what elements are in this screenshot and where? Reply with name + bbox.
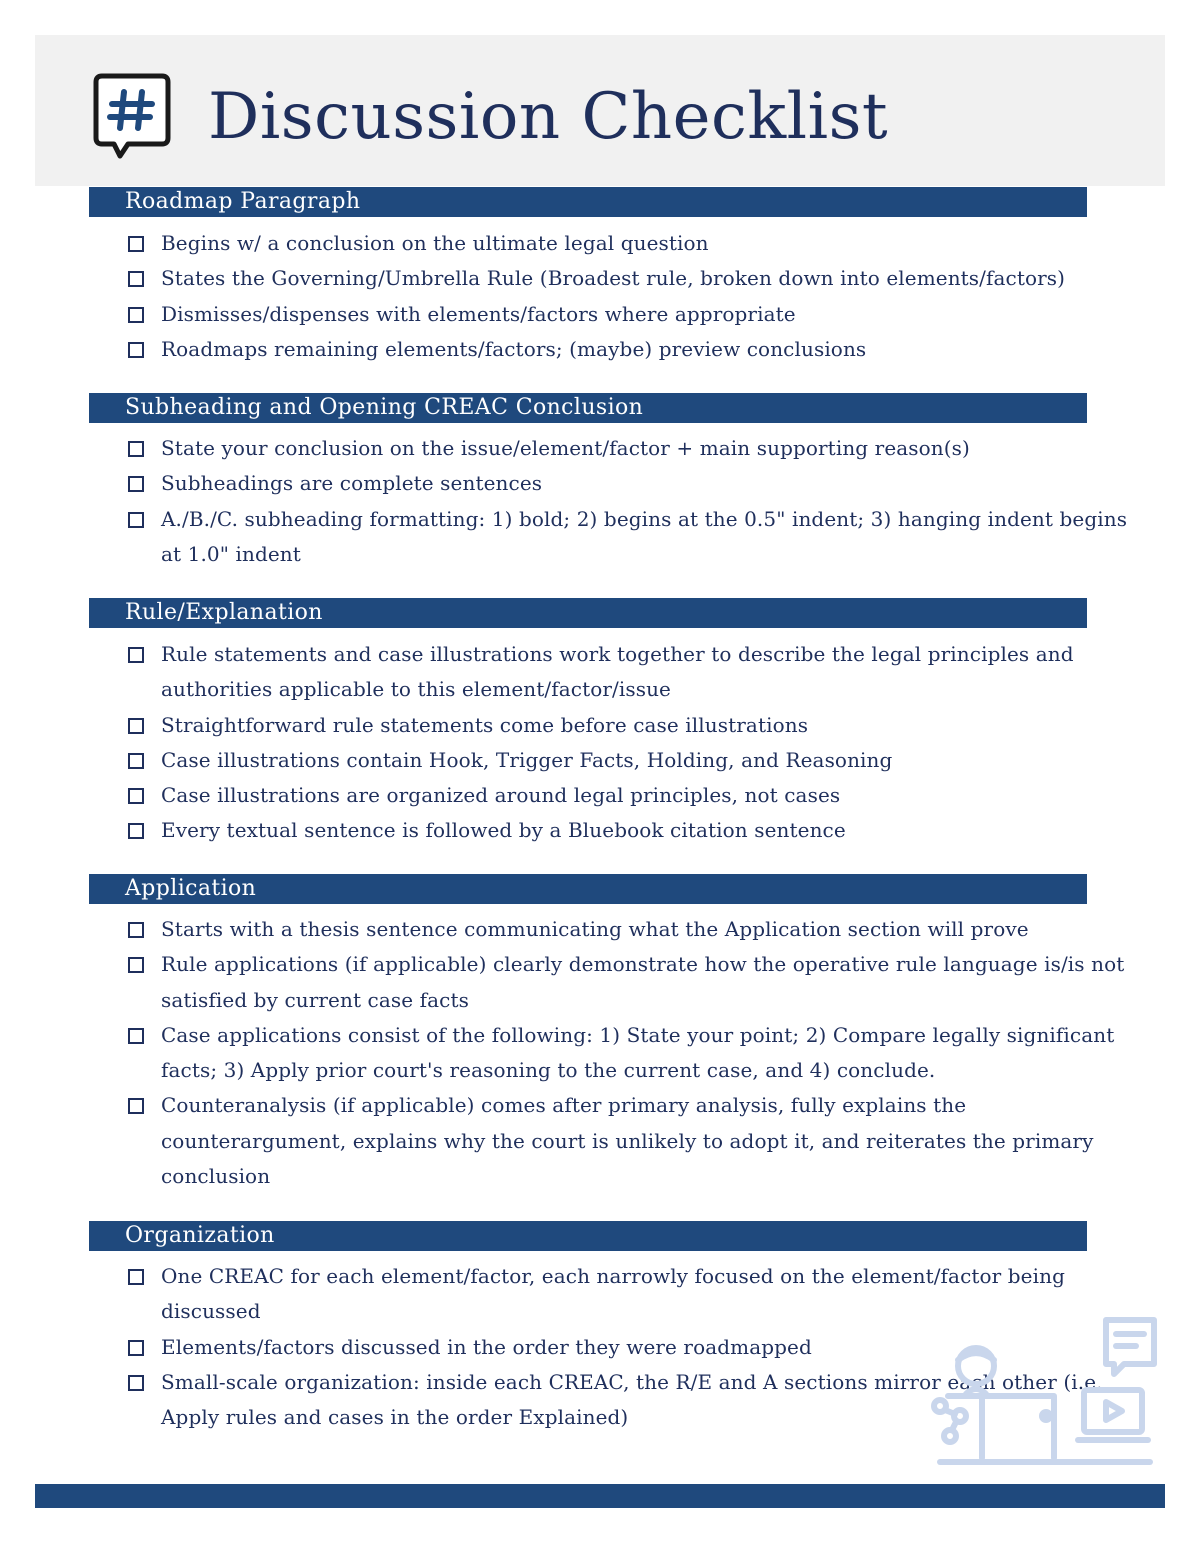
checkbox-icon[interactable] <box>128 441 144 457</box>
hashtag-chat-icon <box>92 72 172 162</box>
section-heading-application: Application <box>89 874 1087 904</box>
checkbox-icon[interactable] <box>128 1098 144 1114</box>
checkbox-icon[interactable] <box>128 1269 144 1285</box>
checklist-application <box>128 912 1138 1194</box>
checklist-item: State your conclusion on the issue/element/factor + main supporting reason(s) <box>128 431 1138 466</box>
checklist-item: Subheadings are complete sentences <box>128 466 1138 501</box>
section-heading-rule-explanation: Rule/Explanation <box>89 598 1087 628</box>
checkbox-icon[interactable] <box>128 1340 144 1356</box>
checkbox-icon[interactable] <box>128 476 144 492</box>
section-heading-organization: Organization <box>89 1221 1087 1251</box>
checklist-item: Elements/factors discussed in the order they were roadmapped <box>128 1330 1138 1365</box>
section-heading-subheading: Subheading and Opening CREAC Conclusion <box>89 393 1087 423</box>
checkbox-icon[interactable] <box>128 271 144 287</box>
checklist-item: Small-scale organization: inside each CREAC, the R/E and A sections mirror each other (i.e., Apply rules and cases in the order Explained) <box>128 1365 1138 1436</box>
checklist-item: Roadmaps remaining elements/factors; (maybe) preview conclusions <box>128 332 1138 367</box>
checkbox-icon[interactable] <box>128 957 144 973</box>
checklist-subheading <box>128 431 1138 572</box>
checkbox-icon[interactable] <box>128 823 144 839</box>
checklist-item: Case illustrations are organized around legal principles, not cases <box>128 778 1138 813</box>
checkbox-icon[interactable] <box>128 236 144 252</box>
checklist-item: Dismisses/dispenses with elements/factors where appropriate <box>128 297 1138 332</box>
checkbox-icon[interactable] <box>128 1028 144 1044</box>
checkbox-icon[interactable] <box>128 718 144 734</box>
checkbox-icon[interactable] <box>128 342 144 358</box>
checkbox-icon[interactable] <box>128 753 144 769</box>
checklist-roadmap <box>128 226 1138 367</box>
checkbox-icon[interactable] <box>128 307 144 323</box>
checklist-item: Case illustrations contain Hook, Trigger Facts, Holding, and Reasoning <box>128 743 1138 778</box>
checklist-item: Every textual sentence is followed by a Bluebook citation sentence <box>128 813 1138 848</box>
checkbox-icon[interactable] <box>128 788 144 804</box>
checklist-rule-explanation <box>128 637 1138 849</box>
page-title: Discussion Checklist <box>208 80 889 154</box>
checklist-item: Rule applications (if applicable) clearly demonstrate how the operative rule language is/is not satisfied by current case facts <box>128 947 1138 1018</box>
section-heading-roadmap: Roadmap Paragraph <box>89 187 1087 217</box>
checklist-item: One CREAC for each element/factor, each narrowly focused on the element/factor being discussed <box>128 1259 1138 1330</box>
checkbox-icon[interactable] <box>128 922 144 938</box>
presenter-desk-illustration <box>928 1316 1158 1478</box>
checkbox-icon[interactable] <box>128 512 144 528</box>
checklist-item: Starts with a thesis sentence communicating what the Application section will prove <box>128 912 1138 947</box>
checklist-item: Straightforward rule statements come before case illustrations <box>128 708 1138 743</box>
checklist-item: Rule statements and case illustrations work together to describe the legal principles and authorities applicable to this element/factor/issue <box>128 637 1138 708</box>
checklist-item: A./B./C. subheading formatting: 1) bold; 2) begins at the 0.5" indent; 3) hanging indent begins at 1.0" indent <box>128 502 1138 573</box>
checklist-item: Begins w/ a conclusion on the ultimate legal question <box>128 226 1138 261</box>
checkbox-icon[interactable] <box>128 1375 144 1391</box>
checklist-item: Case applications consist of the following: 1) State your point; 2) Compare legally significant facts; 3) Apply prior court's reasoning to the current case, and 4) conclude. <box>128 1018 1138 1089</box>
checkbox-icon[interactable] <box>128 647 144 663</box>
checklist-item: States the Governing/Umbrella Rule (Broadest rule, broken down into elements/factors) <box>128 261 1138 296</box>
footer-bar <box>35 1484 1165 1508</box>
checklist-item: Counteranalysis (if applicable) comes after primary analysis, fully explains the counterargument, explains why the court is unlikely to adopt it, and reiterates the primary conclusion <box>128 1088 1138 1194</box>
